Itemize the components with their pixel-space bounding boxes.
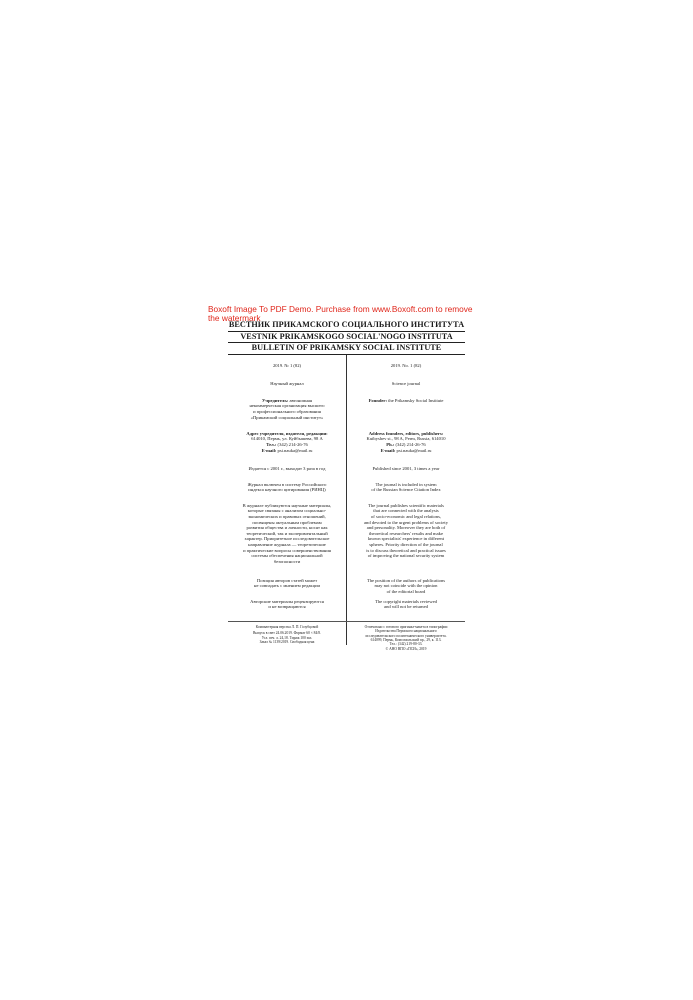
address-label: Адрес учредителя, издателя, редакции: [246,430,328,436]
description-line: которые связаны с анализом социально- [247,508,327,514]
phone-value: (342) 214-26-76 [395,441,426,447]
imprint-line: Отпечатано с готового оригинал-макета в типографии [364,624,448,629]
title-transliterated: VESTNIK PRIKAMSKOGO SOCIAL'NOGO INSTITUTA [228,332,465,344]
description-line: развития общества и личности, носят как [246,525,328,531]
description-line: системы обеспечения национальной [251,553,323,559]
rinc-block [228,482,346,493]
description-line: и практические вопросы совершенствования [243,547,331,553]
founder-block [347,398,465,404]
journal-imprint-page [228,320,465,653]
imprint-line: Заказ № 1139/2019. Свободная цена [259,640,315,644]
imprint-line: исследовательского политехнического университета. [365,633,447,638]
bilingual-columns [228,355,465,650]
watermark-text: Boxoft Image To PDF Demo. Purchase from www.Boxoft.com to remove the watermark [208,304,473,323]
imprint-line: Издательства Пермского национального [375,629,437,634]
position-line-2: не совпадать с мнением редакции [253,583,321,589]
address-block [228,431,346,453]
copyright-line-1: The copyright materials reviewed [375,598,437,604]
founder-block [228,398,346,420]
rinc-line-1: Журнал включен в систему Российского [247,481,327,487]
issue-number: 2019. № 1 (82) [272,362,302,368]
rinc-line-2: индекса научного цитирования (РИНЦ) [248,487,326,493]
description-line: that are connected with the analysis [373,508,439,514]
imprint-line: 614099, Пермь, Комсомольский пр., 29, к. 113. [370,638,442,642]
description-line: характер. Приоритетное исследовательское [244,536,330,542]
founder-label: Учредитель: [262,397,289,403]
description-line: направление журнала — теоретические [248,541,326,547]
description-line: theoretical researchers' results and make [368,530,444,536]
title-russian: ВЕСТНИК ПРИКАМСКОГО СОЦИАЛЬНОГО ИНСТИТУТА [228,320,465,332]
description-line: В журнале публикуются научные материалы, [242,502,332,508]
email-value: psi.nauka@mail.ru [277,447,313,453]
founder-label: Founder: [368,397,387,403]
rinc-line-1: The journal is included in system [375,481,437,487]
description-line: and devoted to the urgent problems of society [364,519,448,525]
email-value: psi.nauka@mail.ru [396,447,432,453]
imprint-line: Усл. печ. л. 24,18. Тираж 100 экз. [261,635,313,640]
imprint-line: Компьютерная верстка Л. П. Голубцовой [255,624,319,629]
founder-text-2: некоммерческая организация высшего [249,403,325,409]
description-line: теоретический, так и экспериментальный [246,530,328,536]
position-line-1: The position of the authors of publications [366,577,446,583]
phone-label: Ph.: [386,441,395,447]
email-label: E-mail: [261,447,277,453]
address-label: Address founders, editors, publishers: [368,430,444,436]
rinc-line-2: of the Russian Science Citation Index [371,487,441,493]
phone-label: Тел.: [266,441,277,447]
copyright-line-2: and will not be returned [384,604,428,610]
founder-text-4: «Прикамский социальный институт» [250,414,324,420]
email-label: E-mail: [380,447,396,453]
founder-text-1: автономная [289,397,312,403]
position-disclaimer [347,578,465,595]
founder-text-3: и профессионального образования [253,408,321,414]
founder-text: the Prikamsky Social Institute [388,397,444,403]
description-line: of improving the national security system [367,553,445,559]
title-english: BULLETIN OF PRIKAMSKY SOCIAL INSTITUTE [251,343,442,353]
address-line: Kuibyshev st., 98 A, Perm, Russia, 614010 [366,436,446,442]
description-block [347,503,465,559]
publication-frequency: Published since 2001, 3 times a year [372,465,440,471]
description-line: The journal publishes scientific materials [368,502,444,508]
copyright-note [347,599,465,610]
position-line-2: may not coincide with the opinion [374,583,438,589]
imprint-line: Выпуск в свет 24.06.2019. Формат 60 × 84/8. [253,631,321,636]
address-block [347,431,465,453]
description-line: and personality. Moreover they are both of [366,525,446,531]
journal-title-block [228,320,465,355]
copyright-note [228,599,346,610]
imprint-line: © АНО ВПО «ПСИ», 2019 [385,646,427,651]
description-line: of socio-economic and legal relations, [370,513,442,519]
description-line: безопасности [273,558,301,564]
description-block [228,503,346,565]
imprint-separator [228,621,465,622]
copyright-line-2: и не возвращаются [268,604,306,610]
imprint-left [228,625,346,645]
description-line: посвящены актуальным проблемам [252,519,322,525]
description-line: is to discuss theoretical and practical issues [366,547,446,553]
description-line: spheres. Priority direction of the journal [369,541,443,547]
address-line: 614010, Пермь, ул. Куйбышева, 98 А [251,436,323,442]
journal-type: Science journal [391,380,421,386]
issue-number: 2019. No. 1 (82) [390,362,422,368]
copyright-line-1: Авторские материалы рецензируются [250,598,324,604]
description-line: known specialists' experience in different [367,536,444,542]
publication-frequency: Издается с 2001 г., выходит 3 раза в год [248,465,326,471]
imprint-right [347,625,465,651]
position-line-3: of the editorial board [386,588,426,594]
description-line: экономических и правовых отношений, [248,513,326,519]
position-line-1: Позиция авторов статей может [256,577,318,583]
rinc-block [347,482,465,493]
position-disclaimer [228,578,346,589]
journal-type: Научный журнал [270,380,304,386]
phone-value: (342) 214-26-76 [277,441,308,447]
imprint-line: Тел.: (342) 219-80-33. [389,642,423,647]
